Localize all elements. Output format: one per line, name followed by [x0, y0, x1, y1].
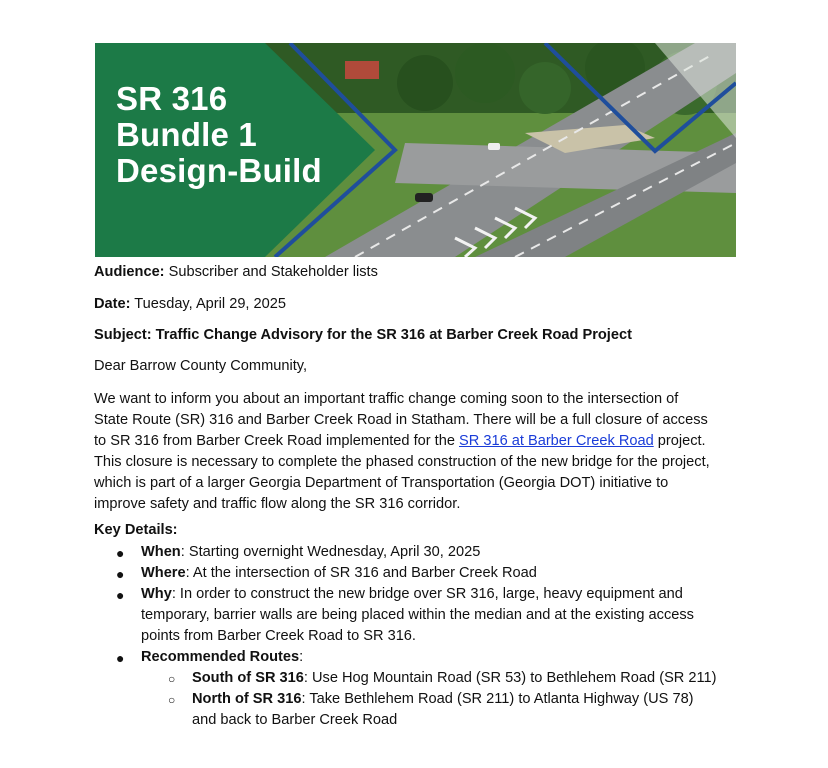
routes-colon: : [299, 649, 304, 665]
circle-bullet-icon: ○ [168, 672, 176, 686]
para-text: to SR 316 from Barber Creek Road implemented for the [94, 433, 460, 449]
greeting: Dear Barrow County Community, [94, 358, 308, 374]
where-label: Where [141, 565, 186, 581]
north-route-item [192, 691, 694, 707]
why-row-3: points from Barber Creek Road to SR 316. [141, 628, 416, 644]
audience-value: Subscriber and Stakeholder lists [168, 264, 378, 280]
intro-paragraph [94, 389, 744, 515]
when-item [141, 544, 480, 560]
north-value: : Take Bethlehem Road (SR 211) to Atlanta Highway (US 78) [301, 691, 694, 707]
para-row: improve safety and traffic flow along the SR 316 corridor. [94, 496, 461, 512]
para-row: State Route (SR) 316 and Barber Creek Road in Statham. There will be a full closure of access [94, 412, 708, 428]
routes-label: Recommended Routes [141, 649, 300, 665]
audience-line [94, 264, 378, 280]
when-value: : Starting overnight Wednesday, April 30, 2025 [180, 544, 481, 560]
banner-title-line-3: Design-Build [116, 152, 322, 189]
key-details-heading-text: Key Details: [94, 522, 178, 538]
para-row [94, 431, 744, 452]
north-row-2: and back to Barber Creek Road [192, 712, 398, 728]
why-label: Why [141, 586, 172, 602]
para-row: This closure is necessary to complete the phased construction of the new bridge for the project, [94, 454, 710, 470]
why-row-2: temporary, barrier walls are being placed within the median and at the existing access [141, 607, 694, 623]
where-value: : At the intersection of SR 316 and Barber Creek Road [185, 565, 537, 581]
subject-text: Subject: Traffic Change Advisory for the SR 316 at Barber Creek Road Project [94, 327, 632, 343]
banner-title-line-1: SR 316 [116, 80, 228, 117]
key-details-heading [94, 522, 178, 538]
date-label: Date: [94, 296, 131, 312]
bullet-icon: ● [116, 545, 125, 561]
date-value: Tuesday, April 29, 2025 [134, 296, 287, 312]
para-text: project. [653, 433, 706, 449]
audience-label: Audience: [94, 264, 165, 280]
when-label: When [141, 544, 181, 560]
south-label: South of SR 316 [192, 670, 304, 686]
banner-title-line-2: Bundle 1 [116, 116, 257, 153]
south-value: : Use Hog Mountain Road (SR 53) to Bethlehem Road (SR 211) [303, 670, 717, 686]
routes-item [141, 649, 303, 665]
date-line [94, 296, 286, 312]
north-label: North of SR 316 [192, 691, 302, 707]
subject-line [94, 327, 632, 343]
para-row: We want to inform you about an important traffic change coming soon to the intersection of [94, 391, 679, 407]
project-link[interactable]: SR 316 at Barber Creek Road [459, 433, 654, 449]
why-item [141, 586, 683, 602]
header-banner [95, 43, 736, 257]
bullet-icon: ● [116, 566, 125, 582]
south-route-item [192, 670, 717, 686]
bullet-icon: ● [116, 587, 125, 603]
why-value: : In order to construct the new bridge over SR 316, large, heavy equipment and [171, 586, 683, 602]
banner-title [116, 81, 322, 189]
bullet-icon: ● [116, 650, 125, 666]
para-row: which is part of a larger Georgia Department of Transportation (Georgia DOT) initiative to [94, 475, 669, 491]
where-item [141, 565, 537, 581]
circle-bullet-icon: ○ [168, 693, 176, 707]
